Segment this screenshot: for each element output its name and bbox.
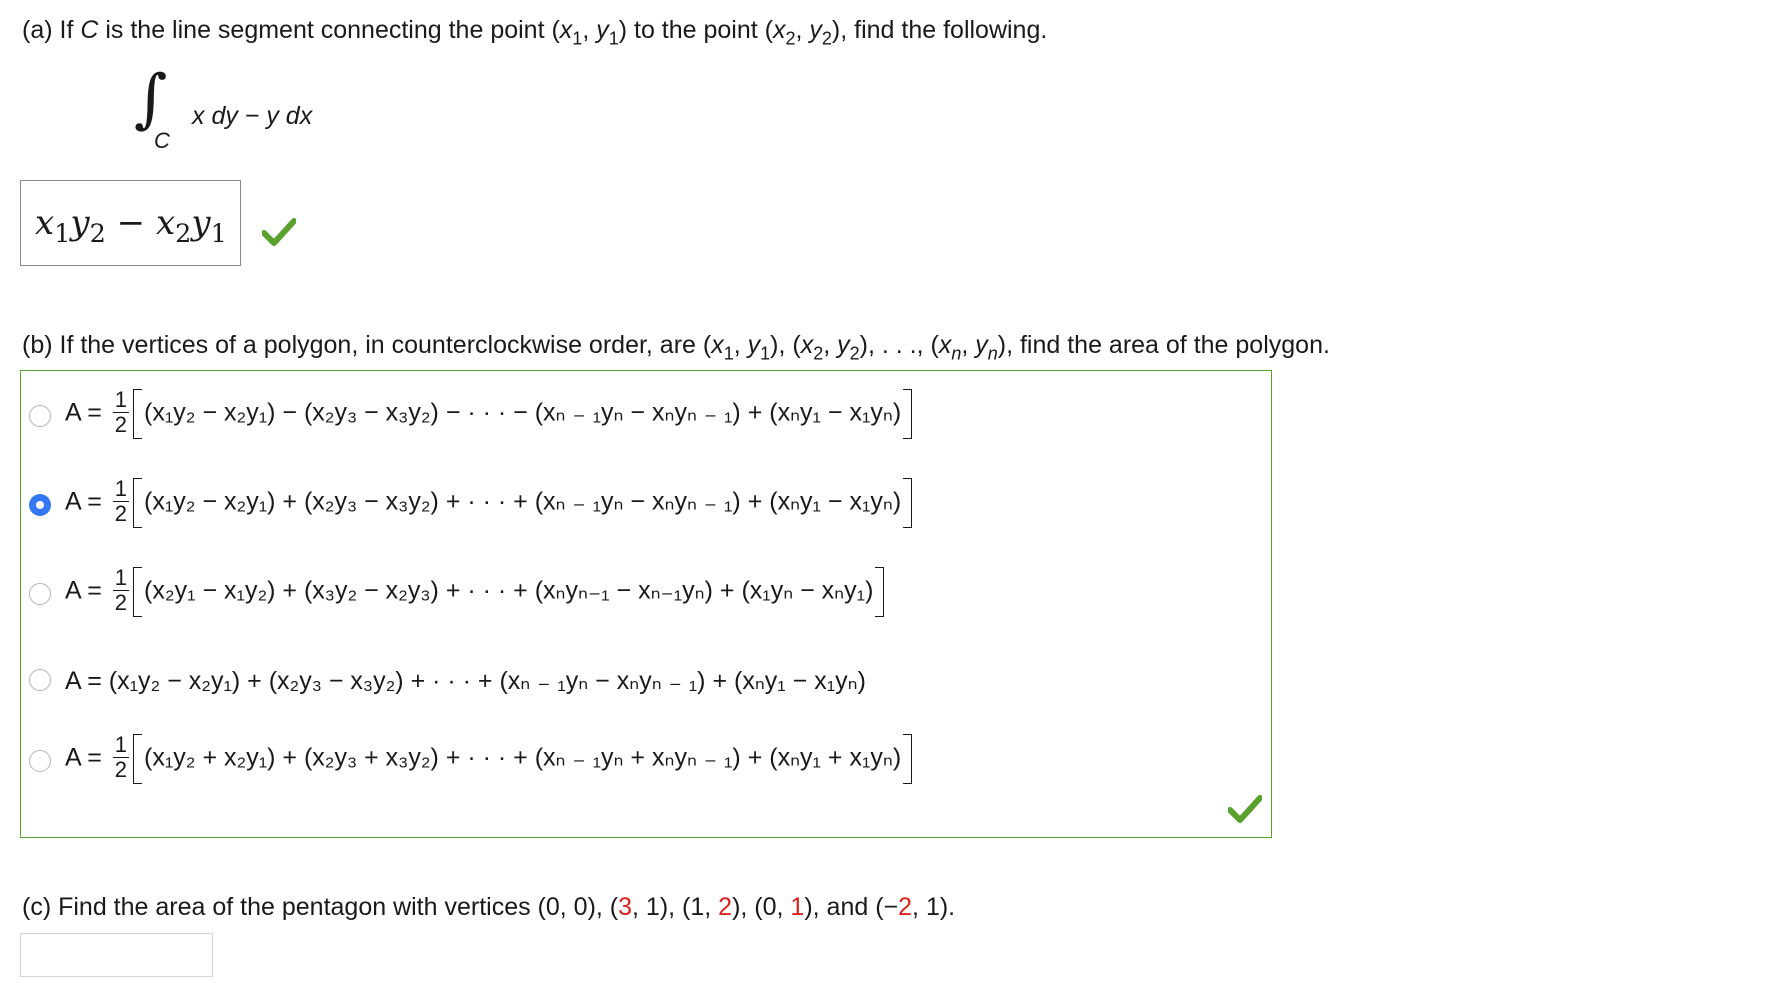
choice-option-3[interactable] — [21, 559, 1261, 629]
part-b-choices — [20, 370, 1272, 838]
choice-formula: A = $\frac{1}{2}$ (x₁y₂ + x₂y₁) + (x₂y₃ + x₃y₂) + · · · + (xₙ ₋ ₁yₙ + xₙyₙ ₋ ₁) + (xₙy₁ + x₁yₙ) — [65, 734, 912, 784]
choice-option-2[interactable] — [21, 470, 1261, 540]
choice-option-4[interactable] — [21, 648, 1261, 718]
part-a-answer-box[interactable]: $x_1y_2 - x_2y_1$ — [20, 180, 241, 266]
choice-formula: A = $\frac{1}{2}$ (x₁y₂ − x₂y₁) + (x₂y₃ − x₃y₂) + · · · + (xₙ ₋ ₁yₙ − xₙyₙ ₋ ₁) + (xₙy₁ − x₁yₙ) — [65, 478, 912, 528]
radio-button[interactable] — [29, 405, 51, 427]
radio-button[interactable] — [29, 750, 51, 772]
choice-option-5[interactable] — [21, 726, 1261, 796]
part-c-question: (c) Find the area of the pentagon with vertices (0, 0), (3, 1), (1, 2), (0, 1), and (−2, 1). — [22, 893, 956, 921]
integral-sign: ∫ — [134, 62, 168, 136]
choice-formula: A = $\frac{1}{2}$ (x₂y₁ − x₁y₂) + (x₃y₂ − x₂y₃) + · · · + (xₙyₙ₋₁ − xₙ₋₁yₙ) + (x₁yₙ − xₙy₁) — [65, 567, 884, 617]
radio-button-selected[interactable] — [29, 494, 51, 516]
choice-formula: A = $\frac{1}{2}$ (x₁y₂ − x₂y₁) − (x₂y₃ − x₃y₂) − · · · − (xₙ ₋ ₁yₙ − xₙyₙ ₋ ₁) + (xₙy₁ − x₁yₙ) — [65, 389, 912, 439]
integral-subscript: C — [154, 128, 170, 153]
part-c-answer-input[interactable] — [20, 933, 213, 977]
checkmark-icon — [262, 218, 296, 246]
checkmark-icon — [1228, 795, 1262, 823]
integrand: x dy − y dx — [192, 102, 313, 130]
part-b-question: (b) If the vertices of a polygon, in counterclockwise order, are ($x_1$, $y_1$), ($x_2$, $y_2$), . . ., ($x_n$, $y_n$), find the area of the polygon. — [22, 331, 1330, 364]
radio-button[interactable] — [29, 583, 51, 605]
choice-formula: A = (x₁y₂ − x₂y₁) + (x₂y₃ − x₃y₂) + · · · + (xₙ ₋ ₁yₙ − xₙyₙ ₋ ₁) + (xₙy₁ − x₁yₙ) — [65, 667, 866, 695]
choice-option-1[interactable] — [21, 381, 1261, 451]
part-a-question: (a) If C is the line segment connecting the point ($x_1$, $y_1$) to the point ($x_2$, $y_2$), find the following. — [22, 16, 1048, 49]
radio-button[interactable] — [29, 669, 51, 691]
line-integral-expression — [134, 60, 334, 160]
